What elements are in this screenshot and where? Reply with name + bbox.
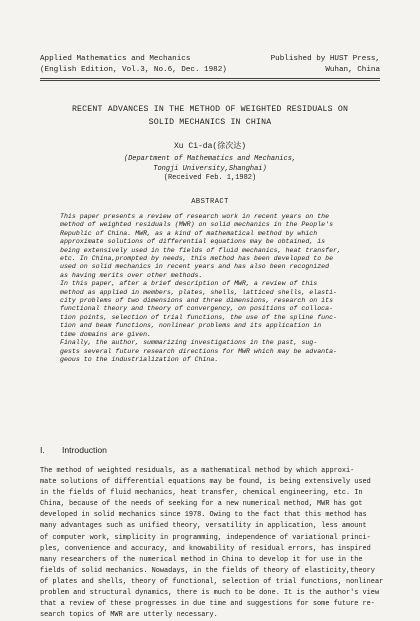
abstract-line: approximate solutions of differential equations may be obtained, is xyxy=(60,238,326,246)
abstract-line: etc. In China,prompted by needs, this method has been developed to be xyxy=(60,255,334,263)
header-rule-top xyxy=(40,78,380,79)
body-line: developed in solid mechanics since 1978. Owing to the fact that this method has xyxy=(40,511,367,520)
body-line: in the fields of fluid mechanics, heat transfer, chemical engineering, etc. In xyxy=(40,489,363,498)
abstract-line: This paper presents a review of research work in recent years on the xyxy=(60,213,330,220)
section-number: I. xyxy=(40,445,45,455)
paper-title xyxy=(0,103,420,129)
section-title: Introduction xyxy=(62,445,107,455)
section-heading xyxy=(40,445,107,455)
body-line: fields of solid mechanics. Nowadays, in the fields of theory of elasticity,theory xyxy=(40,566,375,575)
abstract-line: city problems of two dimensions and three dimensions, research on its xyxy=(60,297,334,305)
title-line-1: RECENT ADVANCES IN THE METHOD OF WEIGHTED RESIDUALS ON xyxy=(71,105,349,114)
journal-citation xyxy=(40,54,227,75)
journal-name: Applied Mathematics and Mechanics xyxy=(40,55,191,63)
affiliation-line-2: Tongji University,Shanghai) xyxy=(153,164,267,173)
abstract-line: tion and beam functions, nonlinear problems and its application in xyxy=(60,322,322,330)
abstract-line: used on solid mechanics in recent years and has also been recognized xyxy=(60,263,330,271)
abstract-line: being extensively used in the fields of fluid mechanics, heat transfer, xyxy=(60,246,341,254)
header-rule-bottom xyxy=(40,80,380,81)
author-affiliation xyxy=(0,155,420,184)
body-line: that a review of these progresses in due time and suggestions for some future re- xyxy=(40,600,375,609)
body-line: ples, convenience and accuracy, and knowability of residual errors, has inspired xyxy=(40,544,371,553)
journal-edition: (English Edition, Vol.3, No.6, Dec. 1982) xyxy=(40,65,227,74)
abstract-line: In this paper, after a brief description of MWR, a review of this xyxy=(60,280,318,288)
publisher-info xyxy=(271,54,380,75)
abstract-line: geous to the industrialization of China. xyxy=(60,355,219,363)
publisher-name: Published by HUST Press, xyxy=(270,55,380,63)
abstract-body xyxy=(60,213,360,364)
abstract-line: Republic of China. MWR, as a kind of mathematical method by which xyxy=(60,229,318,237)
author-name: Xu Ci-da(徐次达) xyxy=(173,142,246,151)
abstract-line: as having merits over other methods. xyxy=(60,271,203,279)
body-line: China, because of the needs of seeking for a new numerical method, MWR has got xyxy=(40,500,363,509)
body-line: of plates and shells, theory of functional, selection of trial functions, nonlinear xyxy=(40,577,384,586)
body-line: many researchers of the numerical method in China to develop it for use in the xyxy=(40,555,363,564)
introduction-body xyxy=(40,466,385,621)
body-line: of computer work, simplicity in programming, independence of variational princi- xyxy=(40,533,371,542)
abstract-line: tion points, selection of trial functions, the use of the spline func- xyxy=(60,313,337,321)
abstract-line: method of weighted residuals (MWR) on solid mechanics in the People's xyxy=(60,221,334,229)
abstract-line: gests several future research directions for MWR which may be advanta- xyxy=(60,347,337,355)
publisher-city: Wuhan, China xyxy=(325,65,380,74)
body-line: problem and structural dynamics, there is much to be done. It is the author's view xyxy=(40,589,380,598)
abstract-heading: ABSTRACT xyxy=(191,198,229,206)
body-line: The method of weighted residuals, as a mathematical method by which approxi- xyxy=(40,467,355,475)
received-date: (Received Feb. 1,1982) xyxy=(163,174,257,182)
abstract-line: method as applied in members, plates, shells, latticed shells, elasti- xyxy=(60,288,337,296)
body-line: many advantages such as unified theory, versatility in application, less amount xyxy=(40,522,367,531)
abstract-line: Finally, the author, summarizing investigations in the past, sug- xyxy=(60,339,318,347)
abstract-line: functional theory and theory of convergency, on positions of colloca- xyxy=(60,305,334,313)
affiliation-line-1: (Department of Mathematics and Mechanics, xyxy=(123,155,297,163)
abstract-line: time domains are given. xyxy=(60,330,152,338)
body-line: mate solutions of differential equations may be found, is being extensively used xyxy=(40,478,371,487)
body-line: search topics of MWR are utterly necessary. xyxy=(40,611,218,620)
title-line-2: SOLID MECHANICS IN CHINA xyxy=(148,118,272,127)
